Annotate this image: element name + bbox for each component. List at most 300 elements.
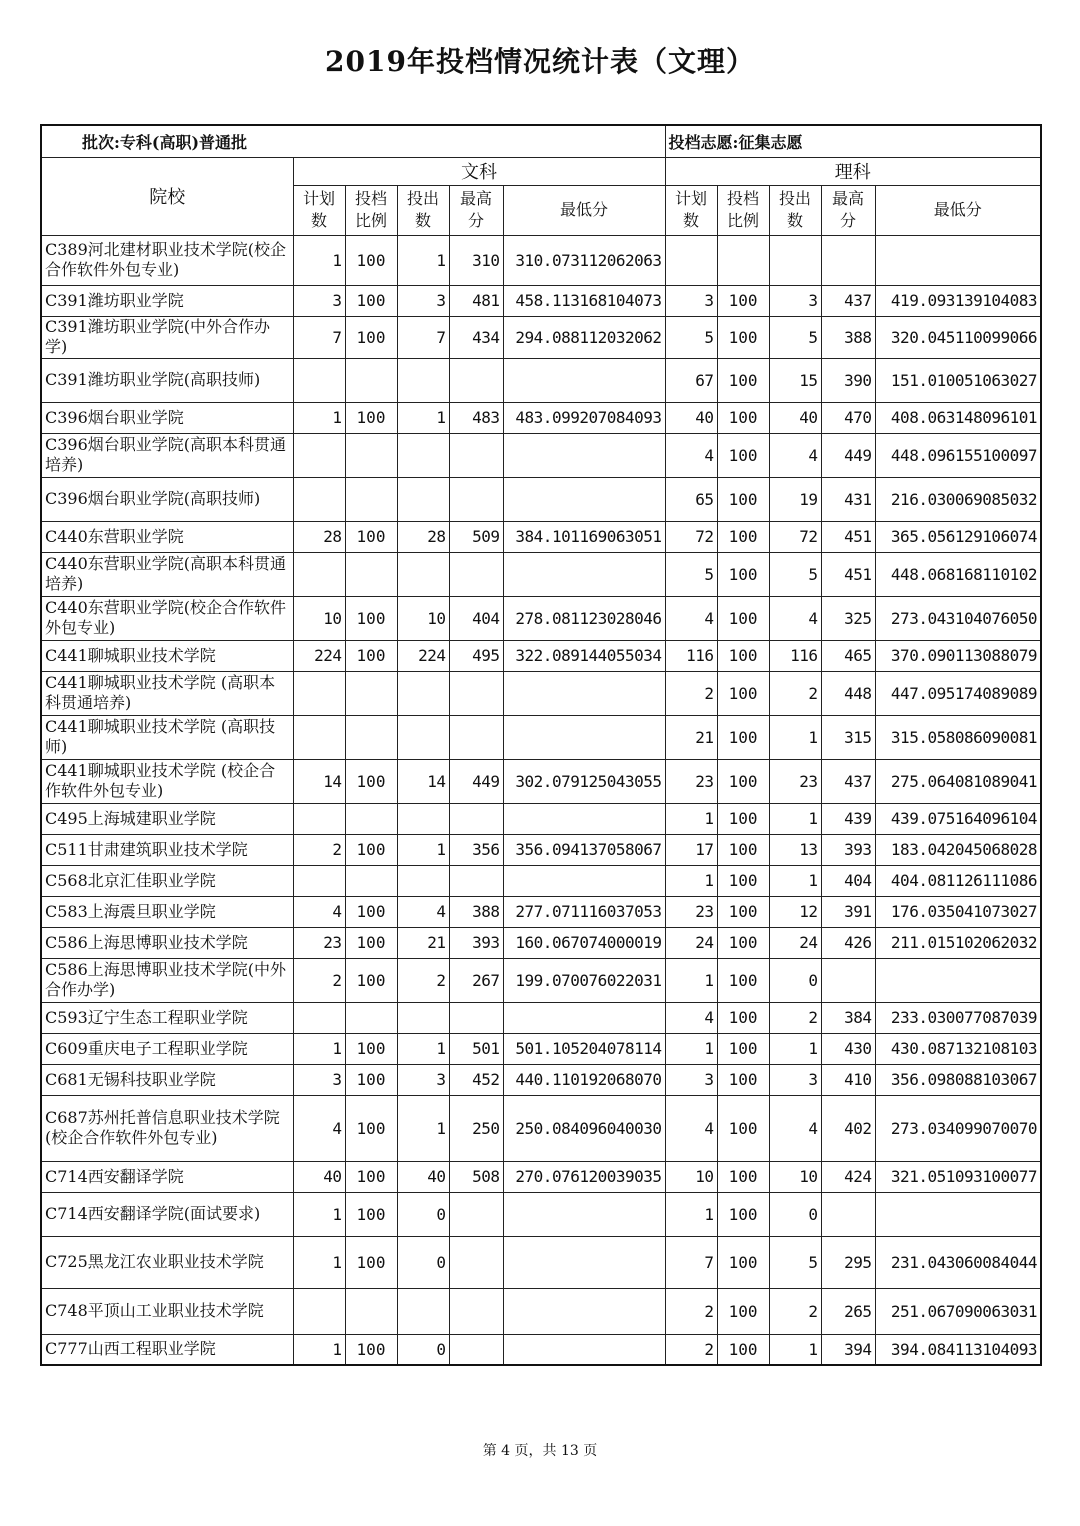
wen-min-cell: 384.101169063051 bbox=[503, 521, 665, 552]
wen-plan-cell: 14 bbox=[293, 759, 345, 803]
wen-min-header: 最低分 bbox=[503, 185, 665, 235]
school-name: C777山西工程职业学院 bbox=[41, 1334, 293, 1365]
li-max-cell: 390 bbox=[821, 358, 875, 402]
school-name: C586上海思博职业技术学院 bbox=[41, 927, 293, 958]
li-min-cell: 211.015102062032 bbox=[875, 927, 1041, 958]
school-name: C391潍坊职业学院(高职技师) bbox=[41, 358, 293, 402]
wen-min-cell bbox=[503, 715, 665, 759]
li-out-cell: 1 bbox=[769, 715, 821, 759]
wen-out-cell: 2 bbox=[397, 958, 449, 1002]
wen-min-cell: 250.084096040030 bbox=[503, 1095, 665, 1161]
li-plan-cell: 5 bbox=[665, 552, 717, 596]
li-min-cell: 176.035041073027 bbox=[875, 896, 1041, 927]
li-plan-cell: 17 bbox=[665, 834, 717, 865]
wen-min-cell: 199.070076022031 bbox=[503, 958, 665, 1002]
wen-plan-cell: 224 bbox=[293, 640, 345, 671]
li-out-cell: 1 bbox=[769, 1334, 821, 1365]
wen-out-cell: 0 bbox=[397, 1236, 449, 1288]
batch-label: 批次:专科(高职)普通批 bbox=[41, 125, 665, 157]
li-ratio-cell: 100 bbox=[717, 477, 769, 521]
school-name: C687苏州托普信息职业技术学院(校企合作软件外包专业) bbox=[41, 1095, 293, 1161]
li-max-cell: 430 bbox=[821, 1033, 875, 1064]
table-row bbox=[41, 1236, 1041, 1288]
li-ratio-cell: 100 bbox=[717, 865, 769, 896]
li-out-cell: 5 bbox=[769, 552, 821, 596]
table-row bbox=[41, 640, 1041, 671]
wen-plan-cell bbox=[293, 477, 345, 521]
li-out-cell bbox=[769, 235, 821, 285]
wen-max-cell: 509 bbox=[449, 521, 503, 552]
li-out-cell: 3 bbox=[769, 1064, 821, 1095]
li-plan-cell: 1 bbox=[665, 865, 717, 896]
wen-out-cell: 4 bbox=[397, 896, 449, 927]
wen-ratio-cell bbox=[345, 433, 397, 477]
wen-ratio-cell: 100 bbox=[345, 1095, 397, 1161]
school-name: C495上海城建职业学院 bbox=[41, 803, 293, 834]
wen-ratio-cell: 100 bbox=[345, 235, 397, 285]
li-min-cell: 448.096155100097 bbox=[875, 433, 1041, 477]
wen-max-cell bbox=[449, 1192, 503, 1236]
wen-min-cell bbox=[503, 865, 665, 896]
wen-plan-cell: 1 bbox=[293, 235, 345, 285]
li-out-cell: 23 bbox=[769, 759, 821, 803]
school-name: C396烟台职业学院(高职本科贯通培养) bbox=[41, 433, 293, 477]
li-max-cell: 315 bbox=[821, 715, 875, 759]
wen-min-cell bbox=[503, 1192, 665, 1236]
li-plan-cell: 5 bbox=[665, 316, 717, 358]
li-min-cell bbox=[875, 1192, 1041, 1236]
wen-max-cell bbox=[449, 1334, 503, 1365]
wen-out-cell: 0 bbox=[397, 1192, 449, 1236]
wen-plan-cell bbox=[293, 671, 345, 715]
li-ratio-cell: 100 bbox=[717, 402, 769, 433]
table-row bbox=[41, 521, 1041, 552]
school-name: C440东营职业学院 bbox=[41, 521, 293, 552]
wen-plan-cell bbox=[293, 358, 345, 402]
wen-ratio-cell: 100 bbox=[345, 1064, 397, 1095]
wen-ratio-cell bbox=[345, 671, 397, 715]
li-min-cell: 320.045110099066 bbox=[875, 316, 1041, 358]
li-plan-cell: 23 bbox=[665, 759, 717, 803]
wen-max-header: 最高分 bbox=[449, 185, 503, 235]
wen-min-cell bbox=[503, 803, 665, 834]
admission-table bbox=[40, 124, 1042, 1366]
li-ratio-cell: 100 bbox=[717, 1064, 769, 1095]
wen-out-cell: 3 bbox=[397, 1064, 449, 1095]
wen-out-cell: 224 bbox=[397, 640, 449, 671]
table-row bbox=[41, 1064, 1041, 1095]
li-plan-cell: 1 bbox=[665, 803, 717, 834]
li-out-cell: 0 bbox=[769, 958, 821, 1002]
li-min-cell: 439.075164096104 bbox=[875, 803, 1041, 834]
wen-ratio-header: 投档比例 bbox=[345, 185, 397, 235]
li-ratio-cell: 100 bbox=[717, 596, 769, 640]
li-out-cell: 40 bbox=[769, 402, 821, 433]
li-plan-cell: 10 bbox=[665, 1161, 717, 1192]
wen-ratio-cell: 100 bbox=[345, 1192, 397, 1236]
li-ratio-cell: 100 bbox=[717, 1192, 769, 1236]
wen-out-cell: 1 bbox=[397, 834, 449, 865]
school-name: C440东营职业学院(校企合作软件外包专业) bbox=[41, 596, 293, 640]
li-ratio-header: 投档比例 bbox=[717, 185, 769, 235]
li-min-cell: 448.068168110102 bbox=[875, 552, 1041, 596]
li-plan-cell: 24 bbox=[665, 927, 717, 958]
wen-ratio-cell: 100 bbox=[345, 521, 397, 552]
li-max-header: 最高分 bbox=[821, 185, 875, 235]
li-min-cell: 273.034099070070 bbox=[875, 1095, 1041, 1161]
wen-out-cell bbox=[397, 1288, 449, 1334]
wen-min-cell: 458.113168104073 bbox=[503, 285, 665, 316]
page-title: 2019年投档情况统计表（文理） bbox=[325, 45, 755, 78]
wen-plan-cell: 1 bbox=[293, 1192, 345, 1236]
li-max-cell: 394 bbox=[821, 1334, 875, 1365]
li-ratio-cell: 100 bbox=[717, 285, 769, 316]
li-max-cell bbox=[821, 235, 875, 285]
li-out-cell: 15 bbox=[769, 358, 821, 402]
wen-max-cell: 495 bbox=[449, 640, 503, 671]
wen-plan-cell: 1 bbox=[293, 402, 345, 433]
li-ratio-cell bbox=[717, 235, 769, 285]
li-max-cell: 465 bbox=[821, 640, 875, 671]
wen-ratio-cell bbox=[345, 865, 397, 896]
school-name: C396烟台职业学院(高职技师) bbox=[41, 477, 293, 521]
li-ratio-cell: 100 bbox=[717, 1161, 769, 1192]
wen-max-cell bbox=[449, 552, 503, 596]
wen-out-cell: 1 bbox=[397, 402, 449, 433]
wen-ratio-cell: 100 bbox=[345, 1033, 397, 1064]
school-name: C568北京汇佳职业学院 bbox=[41, 865, 293, 896]
li-min-cell: 251.067090063031 bbox=[875, 1288, 1041, 1334]
wen-plan-cell bbox=[293, 433, 345, 477]
li-ratio-cell: 100 bbox=[717, 552, 769, 596]
li-out-cell: 4 bbox=[769, 1095, 821, 1161]
wen-out-cell: 3 bbox=[397, 285, 449, 316]
wen-ratio-cell: 100 bbox=[345, 596, 397, 640]
table-row bbox=[41, 865, 1041, 896]
li-plan-cell: 21 bbox=[665, 715, 717, 759]
li-max-cell: 431 bbox=[821, 477, 875, 521]
school-column-header: 院校 bbox=[41, 157, 293, 235]
li-ratio-cell: 100 bbox=[717, 896, 769, 927]
wen-min-cell bbox=[503, 1288, 665, 1334]
wen-min-cell bbox=[503, 1334, 665, 1365]
wen-min-cell: 310.073112062063 bbox=[503, 235, 665, 285]
school-name: C441聊城职业技术学院 (高职本科贯通培养) bbox=[41, 671, 293, 715]
wen-min-cell bbox=[503, 1002, 665, 1033]
wen-max-cell bbox=[449, 1288, 503, 1334]
li-plan-cell: 7 bbox=[665, 1236, 717, 1288]
li-ratio-cell: 100 bbox=[717, 358, 769, 402]
li-ratio-cell: 100 bbox=[717, 671, 769, 715]
table-row bbox=[41, 1095, 1041, 1161]
batch-row bbox=[41, 125, 1041, 157]
wen-out-header: 投出数 bbox=[397, 185, 449, 235]
li-out-cell: 5 bbox=[769, 1236, 821, 1288]
wen-max-cell bbox=[449, 671, 503, 715]
wen-out-cell: 28 bbox=[397, 521, 449, 552]
wen-max-cell: 393 bbox=[449, 927, 503, 958]
wen-min-cell: 278.081123028046 bbox=[503, 596, 665, 640]
wen-min-cell: 160.067074000019 bbox=[503, 927, 665, 958]
li-min-cell: 275.064081089041 bbox=[875, 759, 1041, 803]
li-max-cell: 404 bbox=[821, 865, 875, 896]
wen-ratio-cell bbox=[345, 358, 397, 402]
li-min-cell: 370.090113088079 bbox=[875, 640, 1041, 671]
wen-ratio-cell: 100 bbox=[345, 640, 397, 671]
volunteer-label: 投档志愿:征集志愿 bbox=[665, 125, 1041, 157]
li-max-cell: 451 bbox=[821, 552, 875, 596]
li-min-header: 最低分 bbox=[875, 185, 1041, 235]
li-min-cell: 151.010051063027 bbox=[875, 358, 1041, 402]
wen-ratio-cell: 100 bbox=[345, 896, 397, 927]
wen-max-cell bbox=[449, 865, 503, 896]
li-min-cell: 404.081126111086 bbox=[875, 865, 1041, 896]
subject-header-row bbox=[41, 157, 1041, 185]
wen-max-cell bbox=[449, 433, 503, 477]
li-plan-cell: 2 bbox=[665, 1288, 717, 1334]
wen-max-cell: 267 bbox=[449, 958, 503, 1002]
table-row bbox=[41, 477, 1041, 521]
wen-max-cell bbox=[449, 803, 503, 834]
wen-plan-cell bbox=[293, 1288, 345, 1334]
li-plan-cell: 4 bbox=[665, 596, 717, 640]
table-row bbox=[41, 596, 1041, 640]
wen-min-cell bbox=[503, 552, 665, 596]
school-name: C725黑龙江农业职业技术学院 bbox=[41, 1236, 293, 1288]
li-min-cell: 315.058086090081 bbox=[875, 715, 1041, 759]
li-ratio-cell: 100 bbox=[717, 1334, 769, 1365]
wen-ratio-cell: 100 bbox=[345, 402, 397, 433]
wen-min-cell: 294.088112032062 bbox=[503, 316, 665, 358]
school-name: C593辽宁生态工程职业学院 bbox=[41, 1002, 293, 1033]
li-out-cell: 24 bbox=[769, 927, 821, 958]
wen-max-cell: 356 bbox=[449, 834, 503, 865]
li-max-cell bbox=[821, 1192, 875, 1236]
school-name: C391潍坊职业学院 bbox=[41, 285, 293, 316]
wen-max-cell: 250 bbox=[449, 1095, 503, 1161]
wen-plan-cell: 10 bbox=[293, 596, 345, 640]
li-max-cell bbox=[821, 958, 875, 1002]
li-min-cell: 233.030077087039 bbox=[875, 1002, 1041, 1033]
wen-max-cell bbox=[449, 1236, 503, 1288]
li-ratio-cell: 100 bbox=[717, 1288, 769, 1334]
li-min-cell: 447.095174089089 bbox=[875, 671, 1041, 715]
wen-max-cell: 388 bbox=[449, 896, 503, 927]
li-min-cell bbox=[875, 235, 1041, 285]
wen-max-cell: 449 bbox=[449, 759, 503, 803]
li-plan-cell: 4 bbox=[665, 433, 717, 477]
wen-max-cell: 310 bbox=[449, 235, 503, 285]
li-out-cell: 10 bbox=[769, 1161, 821, 1192]
page-footer: 第 4 页，共 13 页 bbox=[482, 1443, 598, 1459]
li-max-cell: 393 bbox=[821, 834, 875, 865]
wen-ratio-cell: 100 bbox=[345, 285, 397, 316]
li-plan-cell: 1 bbox=[665, 958, 717, 1002]
wen-ratio-cell bbox=[345, 477, 397, 521]
table-row bbox=[41, 1334, 1041, 1365]
wen-out-cell bbox=[397, 715, 449, 759]
wen-ratio-cell bbox=[345, 803, 397, 834]
li-plan-cell: 3 bbox=[665, 285, 717, 316]
wen-min-cell: 483.099207084093 bbox=[503, 402, 665, 433]
wen-max-cell bbox=[449, 477, 503, 521]
wen-out-cell: 1 bbox=[397, 1033, 449, 1064]
li-out-cell: 19 bbox=[769, 477, 821, 521]
wen-ratio-cell bbox=[345, 1002, 397, 1033]
table-row bbox=[41, 285, 1041, 316]
wen-min-cell: 277.071116037053 bbox=[503, 896, 665, 927]
wen-ratio-cell bbox=[345, 715, 397, 759]
li-plan-cell: 116 bbox=[665, 640, 717, 671]
wen-out-cell: 0 bbox=[397, 1334, 449, 1365]
li-min-cell: 321.051093100077 bbox=[875, 1161, 1041, 1192]
school-name: C391潍坊职业学院(中外合作办学) bbox=[41, 316, 293, 358]
li-plan-cell: 4 bbox=[665, 1095, 717, 1161]
wen-out-cell: 10 bbox=[397, 596, 449, 640]
wen-plan-cell bbox=[293, 715, 345, 759]
li-ratio-cell: 100 bbox=[717, 316, 769, 358]
wen-max-cell: 404 bbox=[449, 596, 503, 640]
li-min-cell: 365.056129106074 bbox=[875, 521, 1041, 552]
li-out-header: 投出数 bbox=[769, 185, 821, 235]
wen-out-cell bbox=[397, 803, 449, 834]
li-max-cell: 402 bbox=[821, 1095, 875, 1161]
wen-plan-cell: 40 bbox=[293, 1161, 345, 1192]
li-plan-cell: 40 bbox=[665, 402, 717, 433]
school-name: C714西安翻译学院 bbox=[41, 1161, 293, 1192]
table-row bbox=[41, 1192, 1041, 1236]
wen-out-cell bbox=[397, 552, 449, 596]
li-plan-cell bbox=[665, 235, 717, 285]
wen-min-cell bbox=[503, 1236, 665, 1288]
li-max-cell: 451 bbox=[821, 521, 875, 552]
li-ratio-cell: 100 bbox=[717, 958, 769, 1002]
wen-plan-cell bbox=[293, 803, 345, 834]
li-ratio-cell: 100 bbox=[717, 640, 769, 671]
li-ratio-cell: 100 bbox=[717, 927, 769, 958]
wen-plan-cell: 3 bbox=[293, 285, 345, 316]
li-ratio-cell: 100 bbox=[717, 1002, 769, 1033]
li-max-cell: 437 bbox=[821, 285, 875, 316]
li-plan-cell: 4 bbox=[665, 1002, 717, 1033]
li-min-cell: 356.098088103067 bbox=[875, 1064, 1041, 1095]
table-row bbox=[41, 927, 1041, 958]
school-name: C440东营职业学院(高职本科贯通培养) bbox=[41, 552, 293, 596]
wen-out-cell bbox=[397, 433, 449, 477]
li-min-cell: 408.063148096101 bbox=[875, 402, 1041, 433]
li-plan-header: 计划数 bbox=[665, 185, 717, 235]
li-out-cell: 4 bbox=[769, 433, 821, 477]
li-max-cell: 410 bbox=[821, 1064, 875, 1095]
li-out-cell: 3 bbox=[769, 285, 821, 316]
li-out-cell: 12 bbox=[769, 896, 821, 927]
table-row bbox=[41, 235, 1041, 285]
wen-ratio-cell: 100 bbox=[345, 1161, 397, 1192]
li-plan-cell: 72 bbox=[665, 521, 717, 552]
li-min-cell: 231.043060084044 bbox=[875, 1236, 1041, 1288]
wen-ratio-cell: 100 bbox=[345, 958, 397, 1002]
school-name: C609重庆电子工程职业学院 bbox=[41, 1033, 293, 1064]
li-plan-cell: 2 bbox=[665, 671, 717, 715]
wen-plan-cell: 23 bbox=[293, 927, 345, 958]
li-out-cell: 1 bbox=[769, 1033, 821, 1064]
table-row bbox=[41, 803, 1041, 834]
table-row bbox=[41, 715, 1041, 759]
wen-plan-cell: 2 bbox=[293, 958, 345, 1002]
wen-min-cell bbox=[503, 671, 665, 715]
li-max-cell: 325 bbox=[821, 596, 875, 640]
li-max-cell: 391 bbox=[821, 896, 875, 927]
li-min-cell: 216.030069085032 bbox=[875, 477, 1041, 521]
wen-ratio-cell: 100 bbox=[345, 1236, 397, 1288]
wen-plan-cell: 7 bbox=[293, 316, 345, 358]
table-row bbox=[41, 1288, 1041, 1334]
wen-out-cell: 14 bbox=[397, 759, 449, 803]
wen-ratio-cell: 100 bbox=[345, 927, 397, 958]
wen-out-cell bbox=[397, 477, 449, 521]
school-name: C389河北建材职业技术学院(校企合作软件外包专业) bbox=[41, 235, 293, 285]
li-ratio-cell: 100 bbox=[717, 834, 769, 865]
table-row bbox=[41, 1161, 1041, 1192]
wen-min-cell bbox=[503, 358, 665, 402]
li-plan-cell: 65 bbox=[665, 477, 717, 521]
school-name: C441聊城职业技术学院 bbox=[41, 640, 293, 671]
table-row bbox=[41, 896, 1041, 927]
li-max-cell: 439 bbox=[821, 803, 875, 834]
li-out-cell: 13 bbox=[769, 834, 821, 865]
wen-max-cell bbox=[449, 358, 503, 402]
wen-min-cell: 270.076120039035 bbox=[503, 1161, 665, 1192]
li-max-cell: 265 bbox=[821, 1288, 875, 1334]
wen-ratio-cell: 100 bbox=[345, 834, 397, 865]
school-name: C681无锡科技职业学院 bbox=[41, 1064, 293, 1095]
li-max-cell: 424 bbox=[821, 1161, 875, 1192]
wen-plan-cell: 1 bbox=[293, 1236, 345, 1288]
li-min-cell: 183.042045068028 bbox=[875, 834, 1041, 865]
wen-min-cell bbox=[503, 477, 665, 521]
table-row bbox=[41, 671, 1041, 715]
li-plan-cell: 2 bbox=[665, 1334, 717, 1365]
li-out-cell: 4 bbox=[769, 596, 821, 640]
wen-out-cell: 21 bbox=[397, 927, 449, 958]
li-min-cell: 394.084113104093 bbox=[875, 1334, 1041, 1365]
wen-plan-cell: 28 bbox=[293, 521, 345, 552]
li-plan-cell: 23 bbox=[665, 896, 717, 927]
wen-max-cell bbox=[449, 1002, 503, 1033]
li-out-cell: 0 bbox=[769, 1192, 821, 1236]
wen-header: 文科 bbox=[293, 157, 665, 185]
li-min-cell: 273.043104076050 bbox=[875, 596, 1041, 640]
li-min-cell: 430.087132108103 bbox=[875, 1033, 1041, 1064]
table-row bbox=[41, 358, 1041, 402]
wen-plan-header: 计划数 bbox=[293, 185, 345, 235]
li-max-cell: 470 bbox=[821, 402, 875, 433]
wen-plan-cell: 4 bbox=[293, 896, 345, 927]
wen-ratio-cell: 100 bbox=[345, 759, 397, 803]
wen-out-cell: 7 bbox=[397, 316, 449, 358]
li-header: 理科 bbox=[665, 157, 1041, 185]
wen-plan-cell: 2 bbox=[293, 834, 345, 865]
li-max-cell: 426 bbox=[821, 927, 875, 958]
li-max-cell: 295 bbox=[821, 1236, 875, 1288]
wen-out-cell: 1 bbox=[397, 235, 449, 285]
li-ratio-cell: 100 bbox=[717, 433, 769, 477]
li-max-cell: 384 bbox=[821, 1002, 875, 1033]
li-max-cell: 448 bbox=[821, 671, 875, 715]
li-plan-cell: 1 bbox=[665, 1033, 717, 1064]
wen-plan-cell bbox=[293, 1002, 345, 1033]
li-out-cell: 1 bbox=[769, 803, 821, 834]
